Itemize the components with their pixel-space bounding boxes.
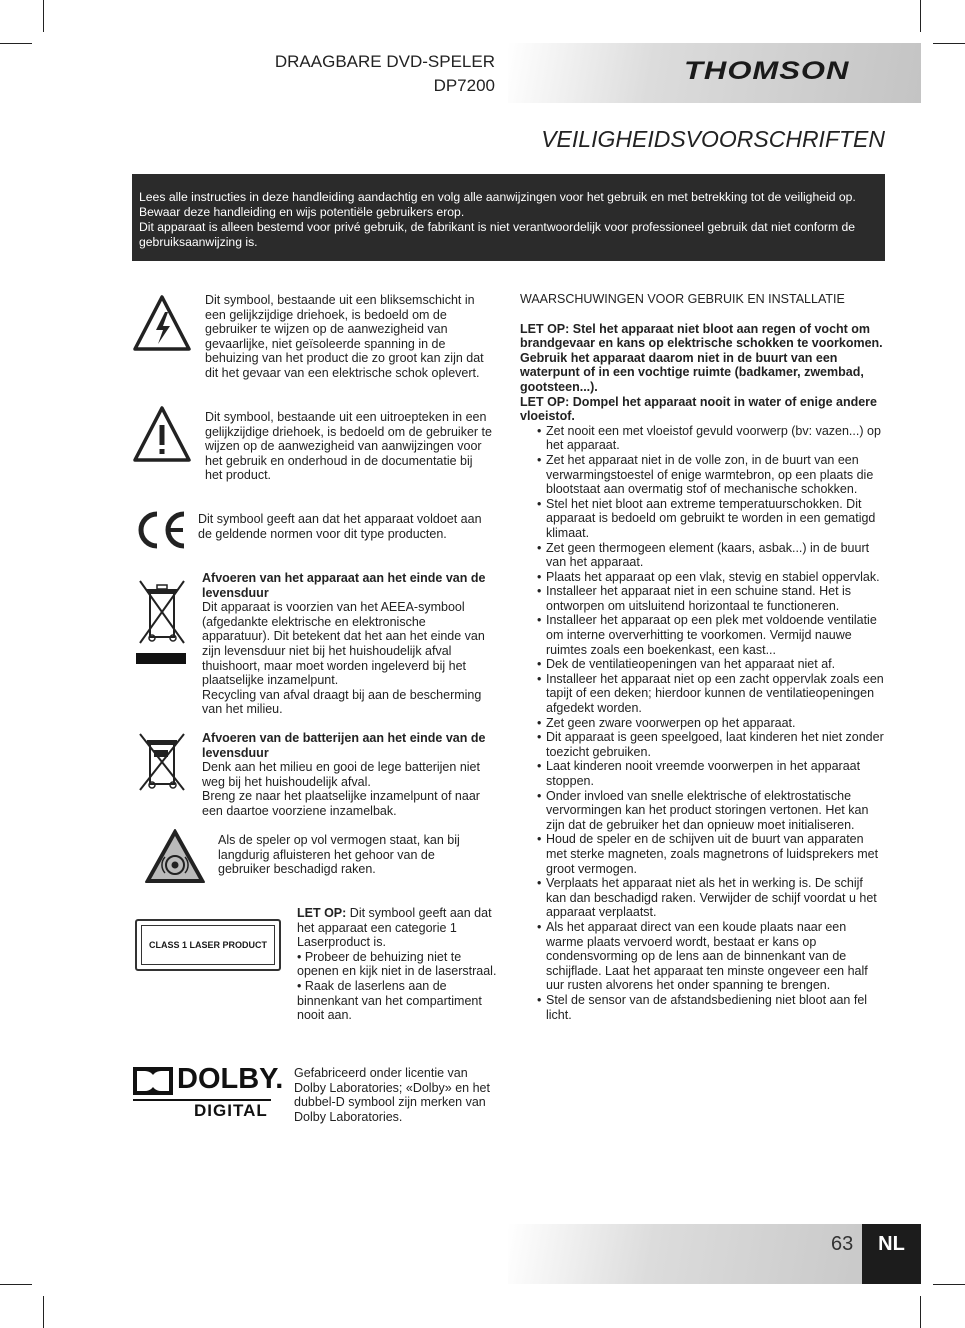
header-product	[275, 50, 495, 98]
installation-warnings	[520, 292, 885, 1022]
crop-mark	[0, 1284, 32, 1285]
product-line: DRAAGBARE DVD-SPELER	[274, 52, 495, 71]
list-item: • Plaats het apparaat op een vlak, stevig en stabiel oppervlak.	[520, 570, 885, 585]
weee-bin-icon	[136, 577, 188, 667]
list-item: • Stel de sensor van de afstandsbediening niet bloot aan fel licht.	[520, 993, 885, 1022]
model-number: DP7200	[433, 76, 495, 95]
crop-mark	[0, 43, 32, 44]
weee-body: Dit apparaat is voorzien van het AEEA-symbool (afgedankte elektrische en elektronische apparatuur). Dit betekent dat het aan het einde van zijn levensduur niet bij het huishoudelijk afval thuishoort, maar moet worden ingeleverd bij het plaatselijke inzamelpunt.	[202, 600, 485, 688]
intro-paragraph: Lees alle instructies in deze handleiding aandachtig en volg alle aanwijzingen voor het gebruik en met betrekking tot de veiligheid op. Bewaar deze handleiding en wijs potentiële gebruikers erop.	[139, 190, 856, 219]
list-item: • Installeer het apparaat niet op een zacht oppervlak zoals een tapijt of een deken; hierdoor kunnen de ventilatieopeningen afgedekt worden.	[520, 672, 885, 716]
laser-lead: LET OP:	[297, 906, 347, 920]
crop-mark	[920, 1296, 921, 1328]
battery-return: Breng ze naar het plaatselijke inzamelpunt of naar een daartoe voorziene inzamelbak.	[202, 789, 480, 818]
dolby-text: Gefabriceerd onder licentie van Dolby Laboratories; «Dolby» en het dubbel-D symbool zijn merken van Dolby Laboratories.	[294, 1066, 490, 1124]
list-item: • Dit apparaat is geen speelgoed, laat kinderen het niet zonder toezicht gebruiken.	[520, 730, 885, 759]
laser-label-box	[135, 919, 281, 971]
ce-text: Dit symbool geeft aan dat het apparaat voldoet aan de geldende normen voor dit type producten.	[198, 512, 482, 541]
dolby-digital-label: DIGITAL	[194, 1101, 268, 1120]
weee-title: Afvoeren van het apparaat aan het einde van de levensduur	[202, 571, 486, 600]
list-item: • Installeer het apparaat niet in een schuine stand. Het is ontworpen om uitsluitend horizontaal te functioneren.	[520, 584, 885, 613]
crop-mark	[920, 0, 921, 32]
battery-title: Afvoeren van de batterijen aan het einde van de levensduur	[202, 731, 486, 760]
laser-block	[297, 906, 497, 1023]
hearing-warning-icon	[143, 827, 207, 885]
weee-recycle: Recycling van afval draagt bij aan de bescherming van het milieu.	[202, 687, 482, 717]
exclamation-text: Dit symbool, bestaande uit een uitroepteken in een gelijkzijdige driehoek, is bedoeld om de gebruiker te wijzen op de aanwezigheid van aanwijzingen voor het gebruik en onderhoud in de documentatie bij het product.	[205, 410, 492, 483]
laser-label: CLASS 1 LASER PRODUCT	[141, 925, 275, 965]
laser-bullet: • Probeer de behuizing niet te openen en kijk niet in de laserstraal.	[297, 949, 497, 979]
list-item: • Zet het apparaat niet in de volle zon, in de buurt van een verwarmingstoestel of enige warmtebron, op een plaats die blootstaat aan overmatig stof of mechanische schokken.	[520, 453, 885, 497]
laser-text: Dit symbool geeft aan dat het apparaat een categorie 1 Laserproduct is.	[297, 906, 492, 950]
list-item: • Dek de ventilatieopeningen van het apparaat niet af.	[520, 657, 885, 672]
list-item: • Zet geen zware voorwerpen op het apparaat.	[520, 716, 885, 731]
weee-block	[202, 571, 492, 717]
laser-bullet: • Raak de laserlens aan de binnenkant van het compartiment nooit aan.	[297, 978, 482, 1023]
list-item: • Zet geen thermogeen element (kaars, asbak...) in de buurt van het apparaat.	[520, 541, 885, 570]
list-item: • Onder invloed van snelle elektrische of elektrostatische vervormingen kan het product storingen vertonen. Het kan zijn dat de gebruiker het dan opnieuw moet initialiseren.	[520, 789, 885, 833]
footer-band	[508, 1224, 921, 1284]
intro-box	[132, 174, 885, 261]
warning-rain: LET OP: Stel het apparaat niet bloot aan regen of vocht om brandgevaar en kans op elektrische schokken te voorkomen. Gebruik het apparaat daarom niet in de buurt van een waterpunt of in een vochtige ruimte (badkamer, zwembad, gootsteen...).	[520, 321, 883, 394]
lightning-text: Dit symbool, bestaande uit een bliksemschicht in een gelijkzijdige driehoek, is bedoeld om de gebruiker te wijzen op de aanwezigheid van gevaarlijke, niet geïsoleerde spanning in de behuizing van het product die zo groot kan zijn dat dit het gevaar van een elektrische schok oplevert.	[205, 293, 484, 380]
warnings-list	[520, 424, 885, 1022]
list-item: • Als het apparaat direct van een koude plaats naar een warme plaats vervoerd wordt, bestaat er kans op condensvorming op de lens aan de binnenkant van de schijflade. Laat het apparaat ten minste ongeveer een half uur rusten alvorens het onder spanning te brengen.	[520, 920, 885, 993]
crop-mark	[43, 0, 44, 32]
battery-block	[202, 731, 492, 819]
warning-water: LET OP: Dompel het apparaat nooit in water of enige andere vloeistof.	[520, 394, 877, 424]
crop-mark	[933, 43, 965, 44]
lightning-warning-icon	[132, 294, 192, 352]
brand-logo: THOMSON	[684, 56, 850, 85]
list-item: • Houd de speler en de schijven uit de buurt van apparaten met sterke magneten, zoals magnetrons of luidsprekers met groot vermogen.	[520, 832, 885, 876]
dolby-double-d-icon	[133, 1067, 173, 1095]
list-item: • Zet nooit een met vloeistof gevuld voorwerp (bv: vazen...) op het apparaat.	[520, 424, 885, 453]
battery-body: Denk aan het milieu en gooi de lege batterijen niet weg bij het huishoudelijk afval.	[202, 760, 480, 789]
list-item: • Stel het niet bloot aan extreme temperatuurschokken. Dit apparaat is bedoeld om gebruikt te worden in een gematigd klimaat.	[520, 497, 885, 541]
dolby-wordmark: DOLBY.	[177, 1063, 284, 1095]
ce-mark-icon	[133, 509, 189, 551]
crop-mark	[933, 1284, 965, 1285]
exclamation-warning-icon	[132, 405, 192, 463]
list-item: • Verplaats het apparaat niet als het in werking is. De schijf kan dan beschadigd raken. Verwijder de schijf voordat u het apparaat verplaatst.	[520, 876, 885, 920]
intro-paragraph: Dit apparaat is alleen bestemd voor privé gebruik, de fabrikant is niet verantwoordelijk voor professioneel gebruik dat niet conform de gebruiksaanwijzing is.	[139, 220, 856, 249]
dolby-digital-logo	[132, 1065, 282, 1125]
warnings-heading: WAARSCHUWINGEN VOOR GEBRUIK EN INSTALLATIE	[520, 292, 845, 306]
list-item: • Laat kinderen nooit vreemde voorwerpen in het apparaat stoppen.	[520, 759, 885, 788]
list-item: • Installeer het apparaat op een plek met voldoende ventilatie om interne oververhitting te voorkomen. Vermijd nauwe ruimtes zoals een boekenkast, een kast...	[520, 613, 885, 657]
crop-mark	[43, 1296, 44, 1328]
hearing-text: Als de speler op vol vermogen staat, kan bij langdurig afluisteren het gehoor van de gebruiker beschadigd raken.	[218, 833, 460, 877]
laser-intro	[297, 906, 497, 950]
page-number: 63	[831, 1233, 854, 1255]
page-title: VEILIGHEIDSVOORSCHRIFTEN	[541, 126, 885, 152]
battery-bin-icon	[136, 730, 188, 792]
language-badge: NL	[862, 1224, 921, 1284]
